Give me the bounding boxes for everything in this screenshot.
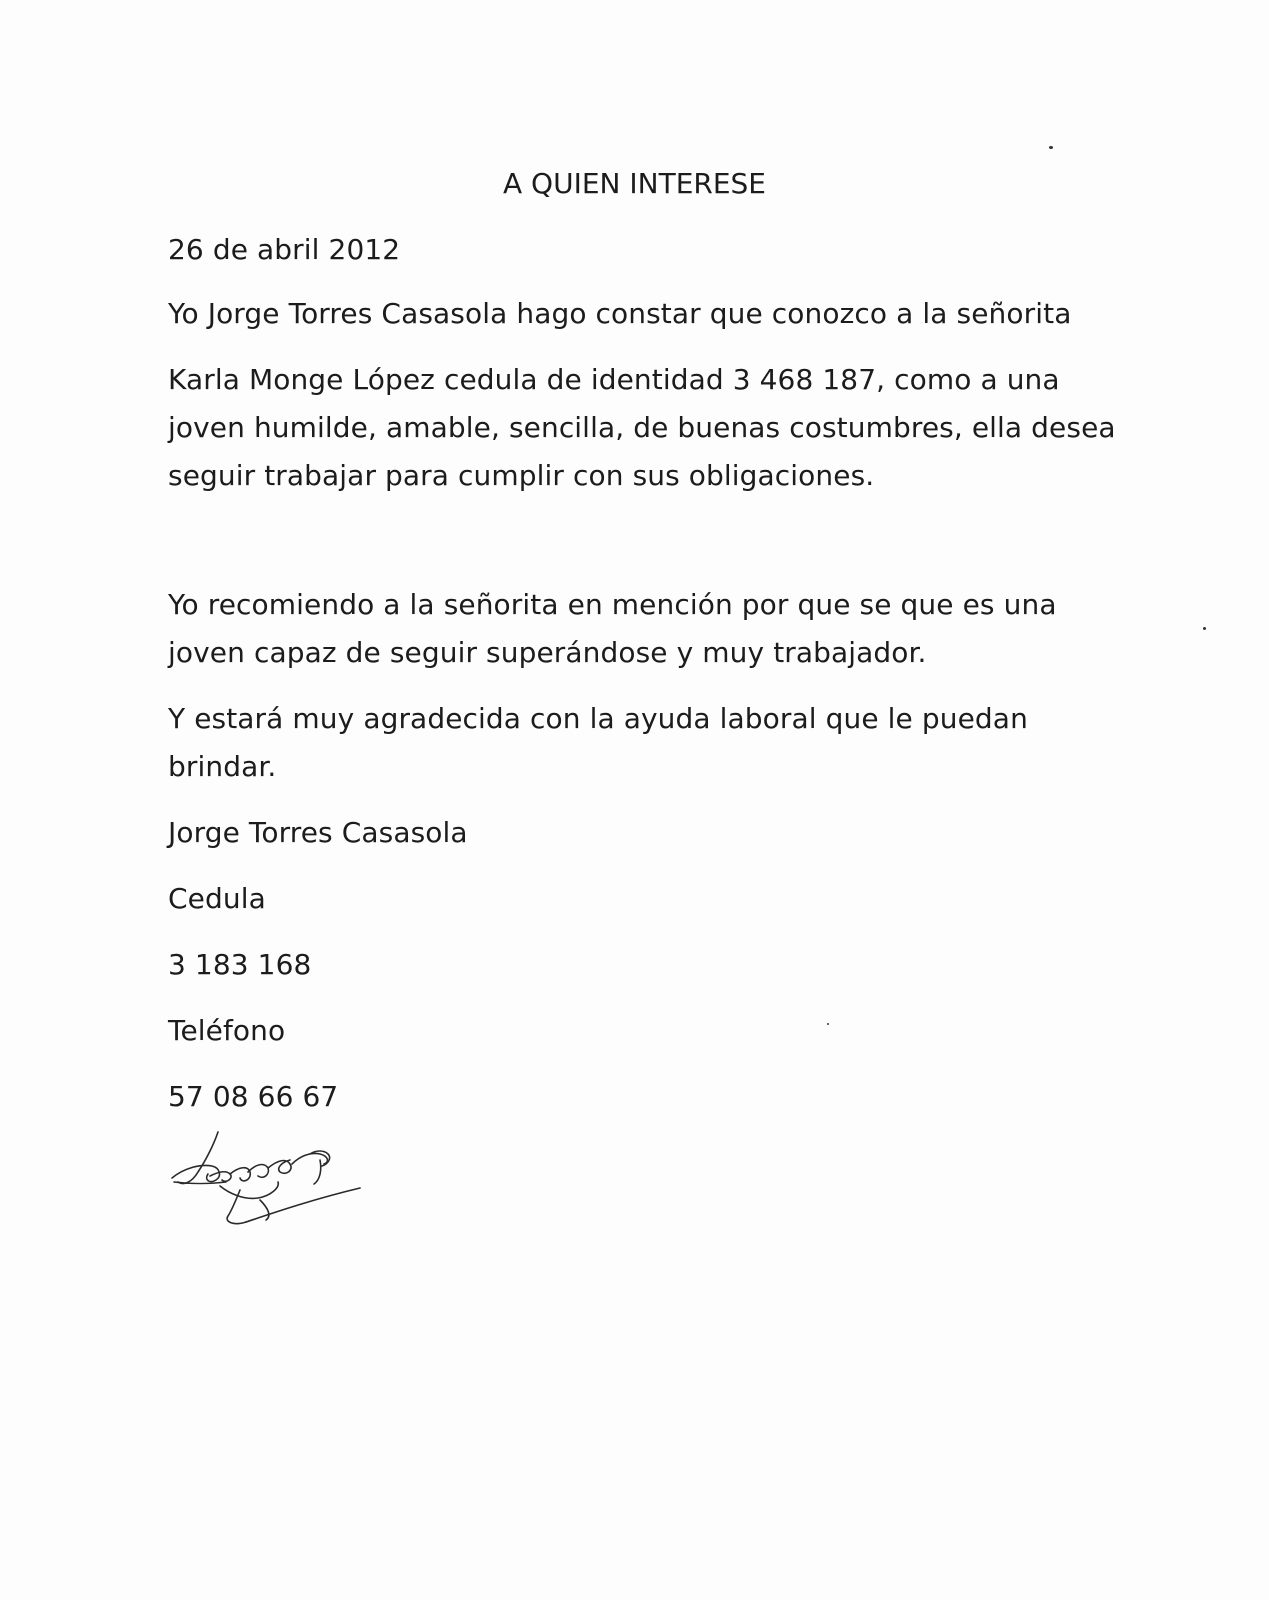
handwritten-signature-icon [160,1130,380,1230]
signer-id-label: Cedula [168,882,266,915]
letter-title-text: A QUIEN INTERESE [503,167,766,200]
signer-phone-number: 57 08 66 67 [168,1080,339,1113]
scan-speck [1203,627,1206,630]
paragraph-3-line-1: Y estará muy agradecida con la ayuda laboral que le puedan [168,702,1028,735]
paragraph-2-line-1: Yo recomiendo a la señorita en mención por que se que es una [168,588,1057,621]
paragraph-1-line-2: Karla Monge López cedula de identidad 3 468 187, como a una [168,363,1060,396]
scan-speck [1049,146,1053,149]
scan-speck [827,1023,829,1025]
signer-phone-label: Teléfono [168,1014,286,1047]
signer-id-number: 3 183 168 [168,948,312,981]
paragraph-2-line-2: joven capaz de seguir superándose y muy trabajador. [168,636,927,669]
paragraph-1-line-4: seguir trabajar para cumplir con sus obligaciones. [168,459,875,492]
letter-date: 26 de abril 2012 [168,233,401,266]
letter-title [0,161,1269,207]
paragraph-3-line-2: brindar. [168,750,277,783]
signer-name: Jorge Torres Casasola [168,816,468,849]
paragraph-1-line-3: joven humilde, amable, sencilla, de buenas costumbres, ella desea [168,411,1116,444]
paragraph-1-line-1: Yo Jorge Torres Casasola hago constar que conozco a la señorita [168,297,1072,330]
